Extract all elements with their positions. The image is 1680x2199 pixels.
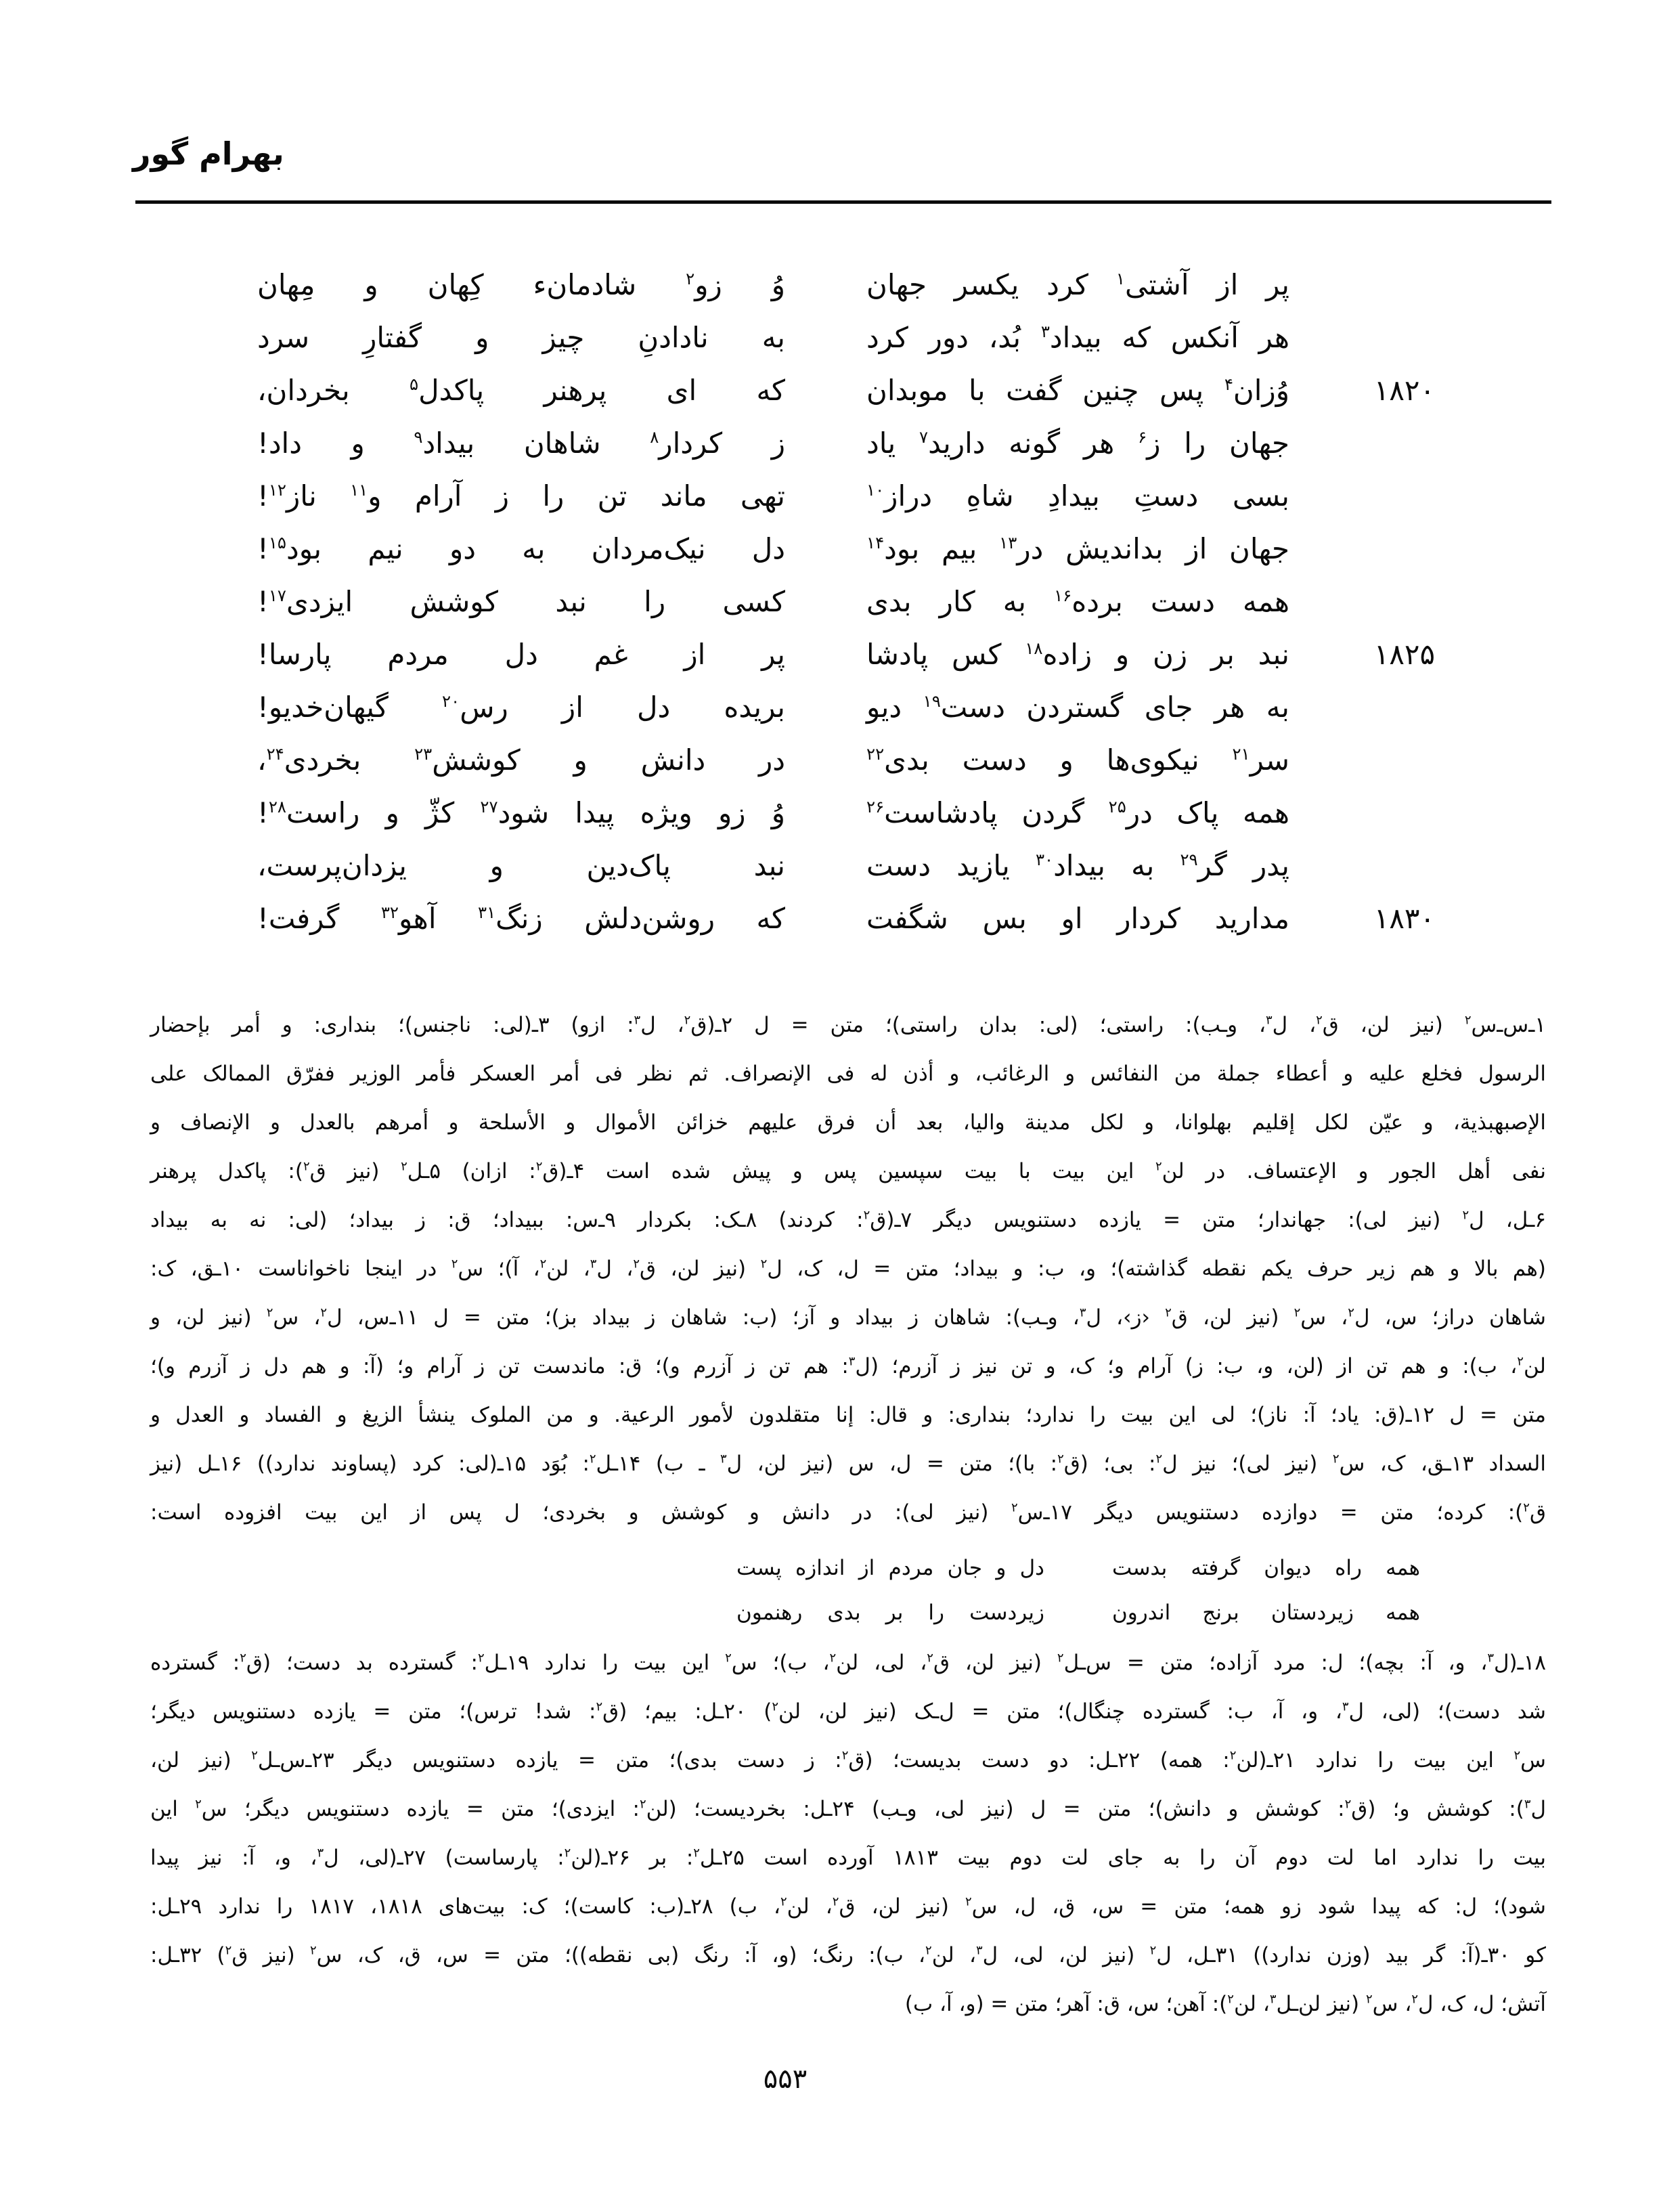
apparatus-quote-line <box>736 1588 1420 1633</box>
hemistich-first: سر$^{۲۱}$ نیکوی‌ها و دست بدی$^{۲۲}$ <box>866 743 1289 777</box>
apparatus-quote-line <box>736 1544 1420 1588</box>
hemistich-second: که ای پرهنر پاکدل$^۵$ بخردان، <box>257 374 785 407</box>
verse-number: ۱۸۲۵ <box>1373 638 1435 671</box>
poem-line <box>257 734 1435 787</box>
hemistich-first: به هر جای گستردن دست$^{۱۹}$ دیو <box>866 691 1289 724</box>
apparatus-line: متن = ل ۱۲ـ(ق: یاد؛ آ: ناز)؛ لی این بیت را ندارد؛ بنداری: و قال: إنا متقلدون لأمور الرعیة. و من الملوک ینشأ الزیغ و الفساد و العدل و <box>150 1403 1546 1427</box>
quote-hemistich-first: همه زیردستان برنج اندرون <box>1112 1601 1420 1625</box>
hemistich-second: نبد پاک‌دین و یزدان‌پرست، <box>257 849 785 882</box>
apparatus-line: ق$^۲$): کرده؛ متن = دوازده دستنویس دیگر ۱۷ـ‌س$^۲$ (نیز لی): در دانش و کوشش و بخردی؛ ل پس از این بیت افزوده است: <box>150 1500 1546 1525</box>
poem-block <box>257 259 1435 945</box>
apparatus-line: س$^۲$ این بیت را ندارد ۲۱ـ(لن$^۲$: همه) ۲۲ـل: دو دست بدیست؛ (ق$^۲$: ز دست بدی)؛ متن = یازده دستنویس دیگر ۲۳ـ‌س‌ـل$^۲$ (نیز لن، <box>150 1748 1546 1772</box>
apparatus-line: آتش؛ ل، ک، ل$^۲$، س$^۲$ (نیز لن‌ـل$^۳$، لن$^۲$): آهن؛ س، ق: آهر؛ متن = (و، آ، ب) <box>904 1992 1546 2016</box>
hemistich-second: وُ زو$^۲$ شادمانء کِهان و مِهان <box>257 268 785 301</box>
hemistich-first: همه پاک در$^{۲۵}$ گردن پادشاست$^{۲۶}$ <box>866 796 1289 829</box>
quote-hemistich-second: دل و جان مردم از اندازه پست <box>736 1556 1044 1580</box>
hemistich-second: پر از غم دل مردم پارسا! <box>257 638 785 671</box>
running-title: بهرام گور <box>133 135 284 172</box>
poem-line <box>257 311 1435 364</box>
hemistich-second: تهی ماند تن را ز آرام و$^{۱۱}$ ناز$^{۱۲}$! <box>257 479 785 513</box>
hemistich-second: به نادادنِ چیز و گفتارِ سرد <box>257 321 785 354</box>
hemistich-first: جهان را ز$^۶$ هر گونه دارید$^۷$ یاد <box>866 427 1289 460</box>
hemistich-first: پدر گر$^{۲۹}$ به بیداد$^{۳۰}$ یازید دست <box>866 849 1289 882</box>
hemistich-second: وُ زو ویژه پیدا شود$^{۲۷}$ کژّ و راست$^{۲۸}$! <box>257 796 786 829</box>
poem-line <box>257 364 1435 417</box>
page-number: ۵۵۳ <box>763 2064 808 2095</box>
poem-line <box>257 787 1435 840</box>
hemistich-first: همه دست برده$^{۱۶}$ به کار بدی <box>866 585 1289 618</box>
poem-line <box>257 575 1435 628</box>
apparatus-line: ل$^۳$): کوشش و؛ (ق$^۲$: کوشش و دانش)؛ متن = ل (نیز لی، وـب) ۲۴ـل: بخردیست؛ (لن$^۲$: ایزدی)؛ متن = یازده دستنویس دیگر؛ س$^۲$ این <box>150 1797 1546 1821</box>
hemistich-second: کسی را نبد کوشش ایزدی$^{۱۷}$! <box>257 585 785 618</box>
hemistich-first: هر آنکس که بیداد$^۳$ بُد، دور کرد <box>866 321 1289 354</box>
hemistich-second: که روشن‌دلش زنگ$^{۳۱}$ آهو$^{۳۲}$ گرفت! <box>257 902 785 935</box>
apparatus-line: لن$^۲$، ب): و هم تن از (لن، و، ب: ز) آرام و؛ ک، و تن نیز ز آزرم؛ (ل$^۳$: هم تن ز آزرم و)؛ ق: ماندست تن ز آرام و؛ (آ: و هم دل ز آزرم و)؛ <box>150 1354 1546 1378</box>
hemistich-first: پر از آشتی$^۱$ کرد یکسر جهان <box>866 268 1289 301</box>
apparatus-line: السداد ۱۳ـق، ک، س$^۲$ (نیز لی)؛ نیز ل$^۲$: بی؛ (ق$^۲$: با)؛ متن = ل، س (نیز لن، ل$^۳$ ـ ب) ۱۴ـل$^۲$: بُوَد ۱۵ـ(لی: کرد (پساوند ندارد)) ۱۶ـل (نیز <box>150 1452 1546 1476</box>
apparatus-line: (هم بالا و هم زیر حرف یکم نقطه گذاشته)؛ و، ب: و بیداد؛ متن = ل، ک، ل$^۲$ (نیز لن، ق$^۲$، ل$^۳$، لن$^۲$، آ)؛ س$^۲$ در اینجا ناخواناست ۱۰ـق، ک: <box>150 1257 1546 1281</box>
apparatus-line: شود)؛ ل: که پیدا شود زو همه؛ متن = س، ق، ل، س$^۲$ (نیز لن، ق$^۲$، لن$^۲$، ب) ۲۸ـ(ب: کاست)؛ ک: بیت‌های ۱۸۱۸، ۱۸۱۷ را ندارد ۲۹ـل: <box>150 1894 1546 1919</box>
hemistich-first: وُزان$^۴$ پس چنین گفت با موبدان <box>866 374 1289 407</box>
apparatus-line: بیت را ندارد اما لت دوم آن را به جای لت دوم بیت ۱۸۱۳ آورده است ۲۵ـل$^۲$: بر ۲۶ـ(لن$^۲$: پارساست) ۲۷ـ(لی، ل$^۳$، و، آ: نیز پیدا <box>150 1846 1546 1870</box>
hemistich-second: دل نیک‌مردان به دو نیم بود$^{۱۵}$! <box>257 532 785 565</box>
verse-number: ۱۸۳۰ <box>1373 902 1435 935</box>
critical-apparatus <box>150 1001 1546 2028</box>
hemistich-first: مدارید کردار او بس شگفت <box>866 902 1289 935</box>
hemistich-first: نبد بر زن و زاده$^{۱۸}$ کس پادشا <box>866 638 1289 671</box>
hemistich-second: بریده دل از رس$^{۲۰}$ گیهان‌خدیو! <box>257 691 785 724</box>
apparatus-line: شاهان دراز؛ س، ل$^۲$، س$^۲$ (نیز لن، ق$^۲$ ‹ز›، ل$^۳$، وـب): شاهان ز بیداد و آز؛ (ب: شاهان ز بیداد بز)؛ متن = ل ۱۱ـ‌س، ل$^۲$، س$^۲$ (نیز لن، و <box>150 1305 1547 1330</box>
apparatus-line: ۱ـ‌س‌ـ‌س$^۲$ (نیز لن، ق$^۲$، ل$^۳$، وـب): راستی؛ (لی: بدان راستی)؛ متن = ل ۲ـ(ق$^۲$، ل$^۳$: ازو) ۳ـ(لی: ناجنس)؛ بنداری: و أمر بإحضار <box>150 1013 1546 1037</box>
hemistich-second: ز کردار$^۸$ شاهان بیداد$^۹$ و داد! <box>257 427 785 460</box>
apparatus-line: الإصبهبذیة، و عیّن لکل إقلیم بهلوانا، و لکل مدینة والیا، بعد أن فرق علیهم خزائن الأموال و الأسلحة و أمرهم بالعدل و الإنصاف و <box>150 1110 1546 1135</box>
header-rule <box>135 200 1551 204</box>
quote-hemistich-first: همه راه دیوان گرفته بدست <box>1112 1556 1420 1580</box>
poem-line <box>257 417 1435 470</box>
hemistich-first: جهان از بداندیش در$^{۱۳}$ بیم بود$^{۱۴}$ <box>866 532 1290 565</box>
verse-number: ۱۸۲۰ <box>1373 374 1435 407</box>
apparatus-line: الرسول فخلع علیه و أعطاء جملة من النفائس و الرغائب، و أذن له فی الإنصراف. ثم نظر فی أمر العسکر فأمر الوزیر ففرّق الممالک علی <box>150 1062 1546 1086</box>
hemistich-second: در دانش و کوشش$^{۲۳}$ بخردی$^{۲۴}$، <box>257 743 785 777</box>
poem-line <box>257 470 1435 523</box>
apparatus-line: کو ۳۰ـ(آ: گر بید (وزن ندارد)) ۳۱ـل، ل$^۲$ (نیز لن، لی، ل$^۳$، لن$^۲$، ب): رنگ؛ (و، آ: رنگ (بی نقطه))؛ متن = س، ق، ک، س$^۲$ (نیز ق$^۲$) ۳۲ـل: <box>150 1943 1546 1967</box>
apparatus-line: ۱۸ـ(ل$^۳$، و، آ: بچه)؛ ل: مرد آزاده؛ متن = س‌ـل$^۲$ (نیز لن، ق$^۲$، لی، لن$^۲$، ب)؛ س$^۲$ این بیت را ندارد ۱۹ـل$^۲$: گسترده بد دست؛ (ق$^۲$: گسترده <box>150 1651 1547 1675</box>
apparatus-line: نفی أهل الجور و الإعتساف. در لن$^۲$ این بیت با بیت سپسین پس و پیش شده است ۴ـ(ق$^۲$: ازان) ۵ـل$^۲$ (نیز ق$^۲$): پاکدل پرهنر <box>150 1159 1546 1183</box>
poem-line <box>257 681 1435 734</box>
poem-line <box>257 840 1435 892</box>
poem-line <box>257 892 1435 945</box>
poem-line <box>257 259 1435 311</box>
apparatus-line: ۶ـل، ل$^۲$ (نیز لی): جهاندار؛ متن = یازده دستنویس دیگر ۷ـ(ق$^۲$: کردند) ۸ـک: بکردار ۹ـ‌س: ببیداد؛ ق: ز بیداد؛ (لی: نه به بیداد <box>150 1208 1546 1232</box>
apparatus-quoted-verse <box>736 1544 1420 1633</box>
poem-line <box>257 628 1435 681</box>
apparatus-line: شد دست)؛ (لی، ل$^۳$، و، آ، ب: گسترده چنگال)؛ متن = ل‌ـک (نیز لن، لن$^۲$) ۲۰ـل: بیم؛ (ق$^۲$: شد! ترس)؛ متن = یازده دستنویس دیگر؛ <box>150 1699 1547 1724</box>
hemistich-first: بسی دستِ بیدادِ شاهِ دراز$^{۱۰}$ <box>866 479 1289 513</box>
quote-hemistich-second: زیردست را بر بدی رهنمون <box>736 1601 1044 1625</box>
poem-line <box>257 523 1435 575</box>
